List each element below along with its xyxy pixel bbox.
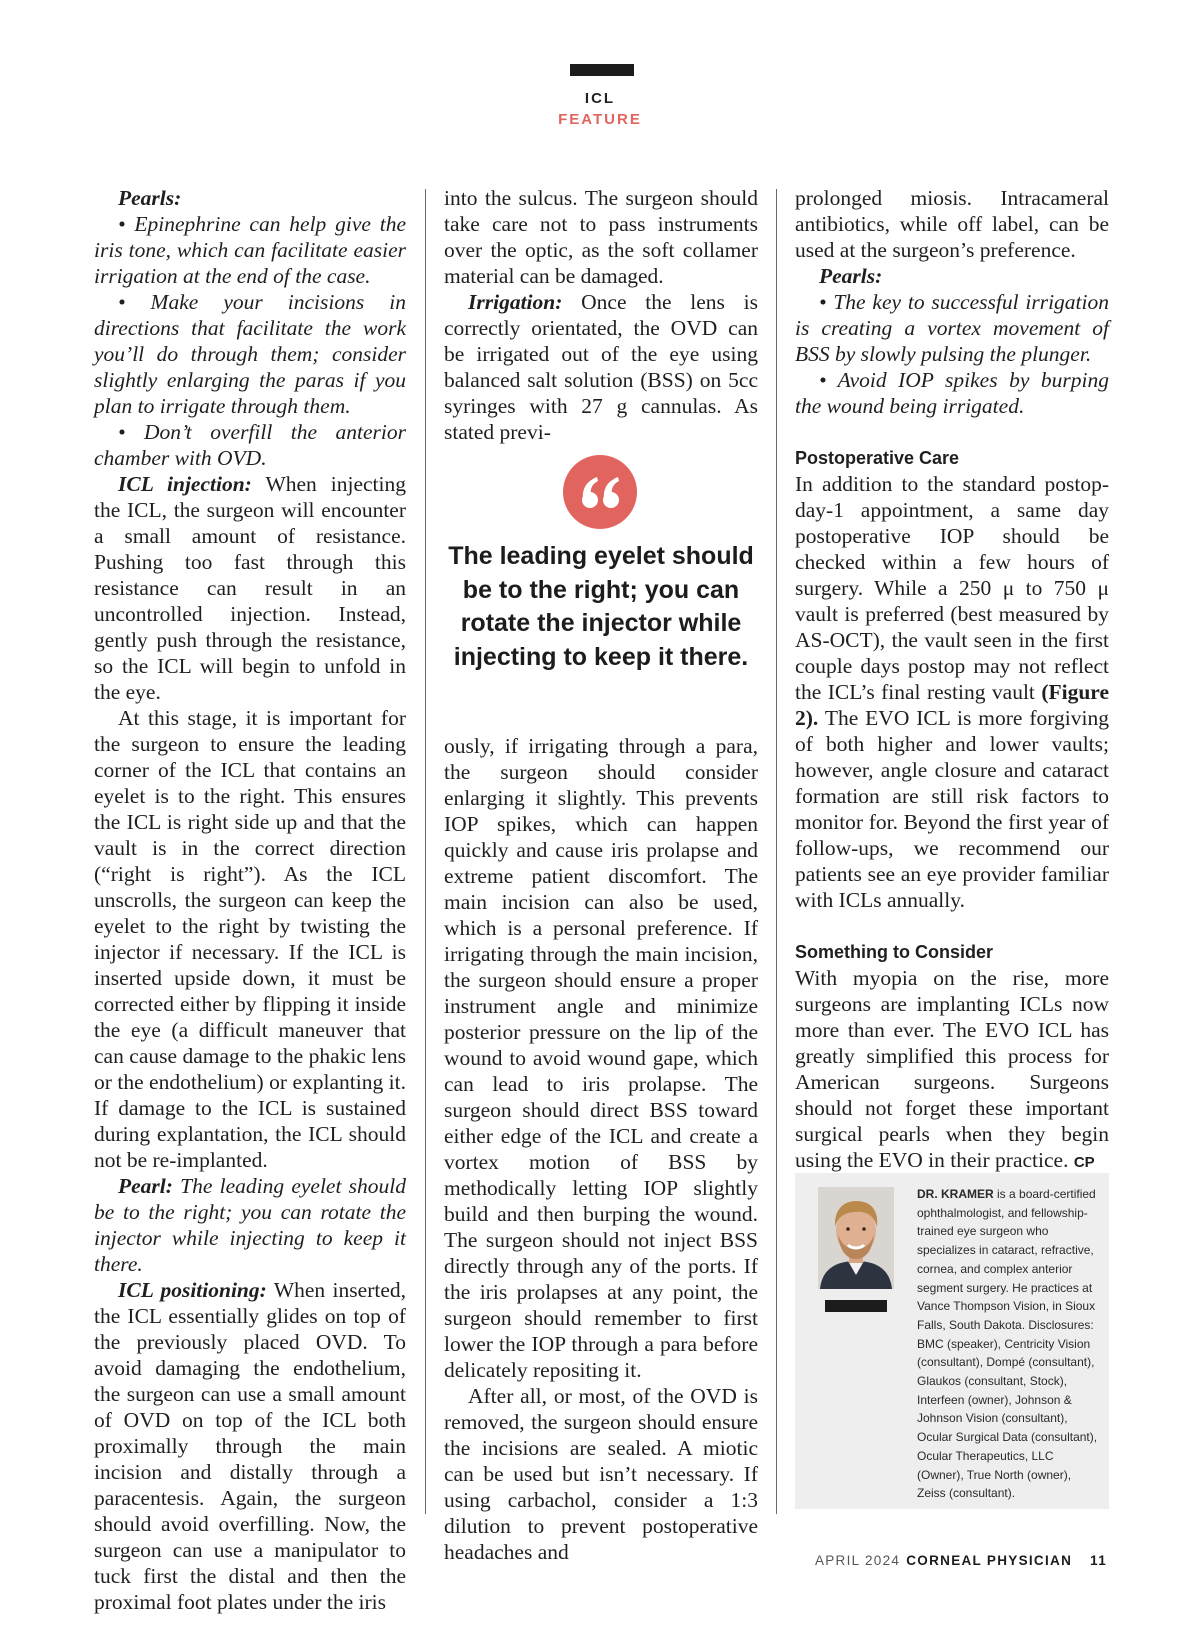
body-paragraph: into the sulcus. The surgeon should take care not to pass instruments over the optic, as the soft collamer material can be damaged. (444, 186, 758, 288)
pearl-item: • Epinephrine can help give the iris tone, which can facilitate easier irrigation at the end of the case. (94, 212, 406, 288)
issue-date: APRIL 2024 (814, 1553, 901, 1568)
pearl-item: • Make your incisions in directions that facilitate the work you’ll do through them; consider slightly enlarging the paras if you plan to irrigate through them. (94, 290, 406, 418)
column-divider (776, 189, 777, 1514)
quote-icon (563, 455, 637, 529)
article-column-3 (795, 185, 1109, 1176)
section-marker-bar (570, 64, 634, 76)
consider-paragraph: With myopia on the rise, more surgeons are implanting ICLs now more than ever. The EVO ICL has greatly simplified this process for American surgeons. Surgeons should not forget these important surgical pearls when they begin using the EVO in their practice. CP (795, 966, 1109, 1172)
figure-reference: (Figure 2). (795, 680, 1109, 730)
pearls-heading: Pearls: (819, 264, 883, 288)
postop-paragraph: In addition to the standard postop-day-1 appointment, a same day postoperative IOP should be checked within a few hours of surgery. While a 250 μ to 750 μ vault is preferred (best measured by AS-OCT), the vault seen in the first couple days postop may not reflect the ICL’s final resting vault (Figure 2). The EVO ICL is more forgiving of both higher and lower vaults; however, angle closure and cataract formation are still risk factors to monitor for. Beyond the first year of follow-ups, we recommend our patients see an eye provider familiar with ICLs annually. (795, 472, 1109, 912)
pearl-item: • Don’t overfill the anterior chamber with OVD. (94, 420, 406, 470)
article-column-2-top (444, 185, 758, 445)
pearl-item: • Avoid IOP spikes by burping the wound being irrigated. (795, 368, 1109, 418)
pearl-item: • The key to successful irrigation is creating a vortex movement of BSS by slowly pulsing the plunger. (795, 290, 1109, 366)
photo-caption-bar (825, 1300, 887, 1312)
page-number: 11 (1090, 1553, 1107, 1568)
irrigation-paragraph: Irrigation: Once the lens is correctly orientated, the OVD can be irrigated out of the eye using balanced salt solution (BSS) on 5cc syringes with 27 g cannulas. As stated previ- (444, 290, 758, 444)
body-paragraph: prolonged miosis. Intracameral antibiotics, while off label, can be used at the surgeon’s preference. (795, 186, 1109, 262)
author-bio: DR. KRAMER is a board-certified ophthalmologist, and fellowship-trained eye surgeon who specializes in cataract, refractive, cornea, and complex anterior segment surgery. He practices at Vance Thompson Vision, in Sioux Falls, South Dakota. Disclosures: BMC (speaker), Centricity Vision (consultant), Dompé (consultant), Glaukos (consultant, Stock), Interfeen (owner), Johnson & Johnson Vision (consultant), Ocular Surgical Data (consultant), Ocular Therapeutics, LLC (Owner), True North (owner), Zeiss (consultant). (917, 1187, 1098, 1501)
body-paragraph: At this stage, it is important for the surgeon to ensure the leading corner of the ICL that contains an eyelet is to the right. This ensures the ICL is right side up and that the vault is in the correct direction (“right is right”). As the ICL unscrolls, the surgeon can keep the eyelet to the right by twisting the injector if necessary. If the ICL is inserted upside down, it must be corrected either by flipping it inside the eye (a difficult maneuver that can cause damage to the phakic lens or the endothelium) or explanting it. If damage to the ICL is sustained during explantation, the ICL should not be re-implanted. (94, 706, 406, 1172)
end-mark: CP (1073, 1154, 1095, 1171)
publication-name: CORNEAL PHYSICIAN (906, 1553, 1073, 1568)
postoperative-care-heading: Postoperative Care (795, 448, 960, 468)
page-footer (815, 1553, 1107, 1568)
subsection-label: FEATURE (558, 111, 642, 128)
something-to-consider-heading: Something to Consider (795, 942, 993, 962)
body-paragraph: ously, if irrigating through a para, the surgeon should consider enlarging it slightly. This prevents IOP spikes, which can happen quickly and cause iris prolapse and extreme patient discomfort. The main incision can also be used, which is a personal preference. If irrigating through the main incision, the surgeon should ensure a proper instrument angle and minimize posterior pressure on the lip of the wound to avoid wound gape, which can lead to iris prolapse. The surgeon should direct BSS toward either edge of the ICL and create a vortex motion of BSS by methodically letting IOP slightly build and then burping the wound. The surgeon should not inject BSS directly through any of the ports. If the iris prolapses at any point, the surgeon should remember to first lower the IOP through a para before delicately repositing it. (444, 734, 758, 1382)
author-photo (818, 1187, 894, 1289)
pearl-paragraph: Pearl: The leading eyelet should be to the right; you can rotate the injector while injecting to keep it there. (94, 1174, 406, 1276)
pearls-heading: Pearls: (118, 186, 182, 210)
column-divider (425, 189, 426, 1514)
body-paragraph: After all, or most, of the OVD is removed, the surgeon should ensure the incisions are sealed. A miotic can be used but isn’t necessary. If using carbachol, consider a 1:3 dilution to prevent postoperative headaches and (444, 1384, 758, 1564)
article-column-2-bottom (444, 733, 758, 1565)
author-bio-box (795, 1173, 1109, 1509)
article-column-1 (94, 185, 406, 1615)
section-label: ICL (584, 90, 616, 107)
author-name: DR. KRAMER (917, 1187, 994, 1201)
icl-injection-paragraph: ICL injection: When injecting the ICL, the surgeon will encounter a small amount of resistance. Pushing too fast through this resistance can result in an uncontrolled injection. Instead, gently push through the resistance, so the ICL will begin to unfold in the eye. (94, 472, 406, 704)
pull-quote: The leading eyelet should be to the right; you can rotate the injector while injecting to keep it there. (448, 542, 754, 671)
icl-positioning-paragraph: ICL positioning: When inserted, the ICL essentially glides on top of the previously placed OVD. To avoid damaging the endothelium, the surgeon can use a small amount of OVD on top of the ICL both proximally through the main incision and distally through a paracentesis. Again, the surgeon should avoid overfilling. Now, the surgeon can use a manipulator to tuck first the distal and then the proximal foot plates under the iris (94, 1278, 406, 1614)
